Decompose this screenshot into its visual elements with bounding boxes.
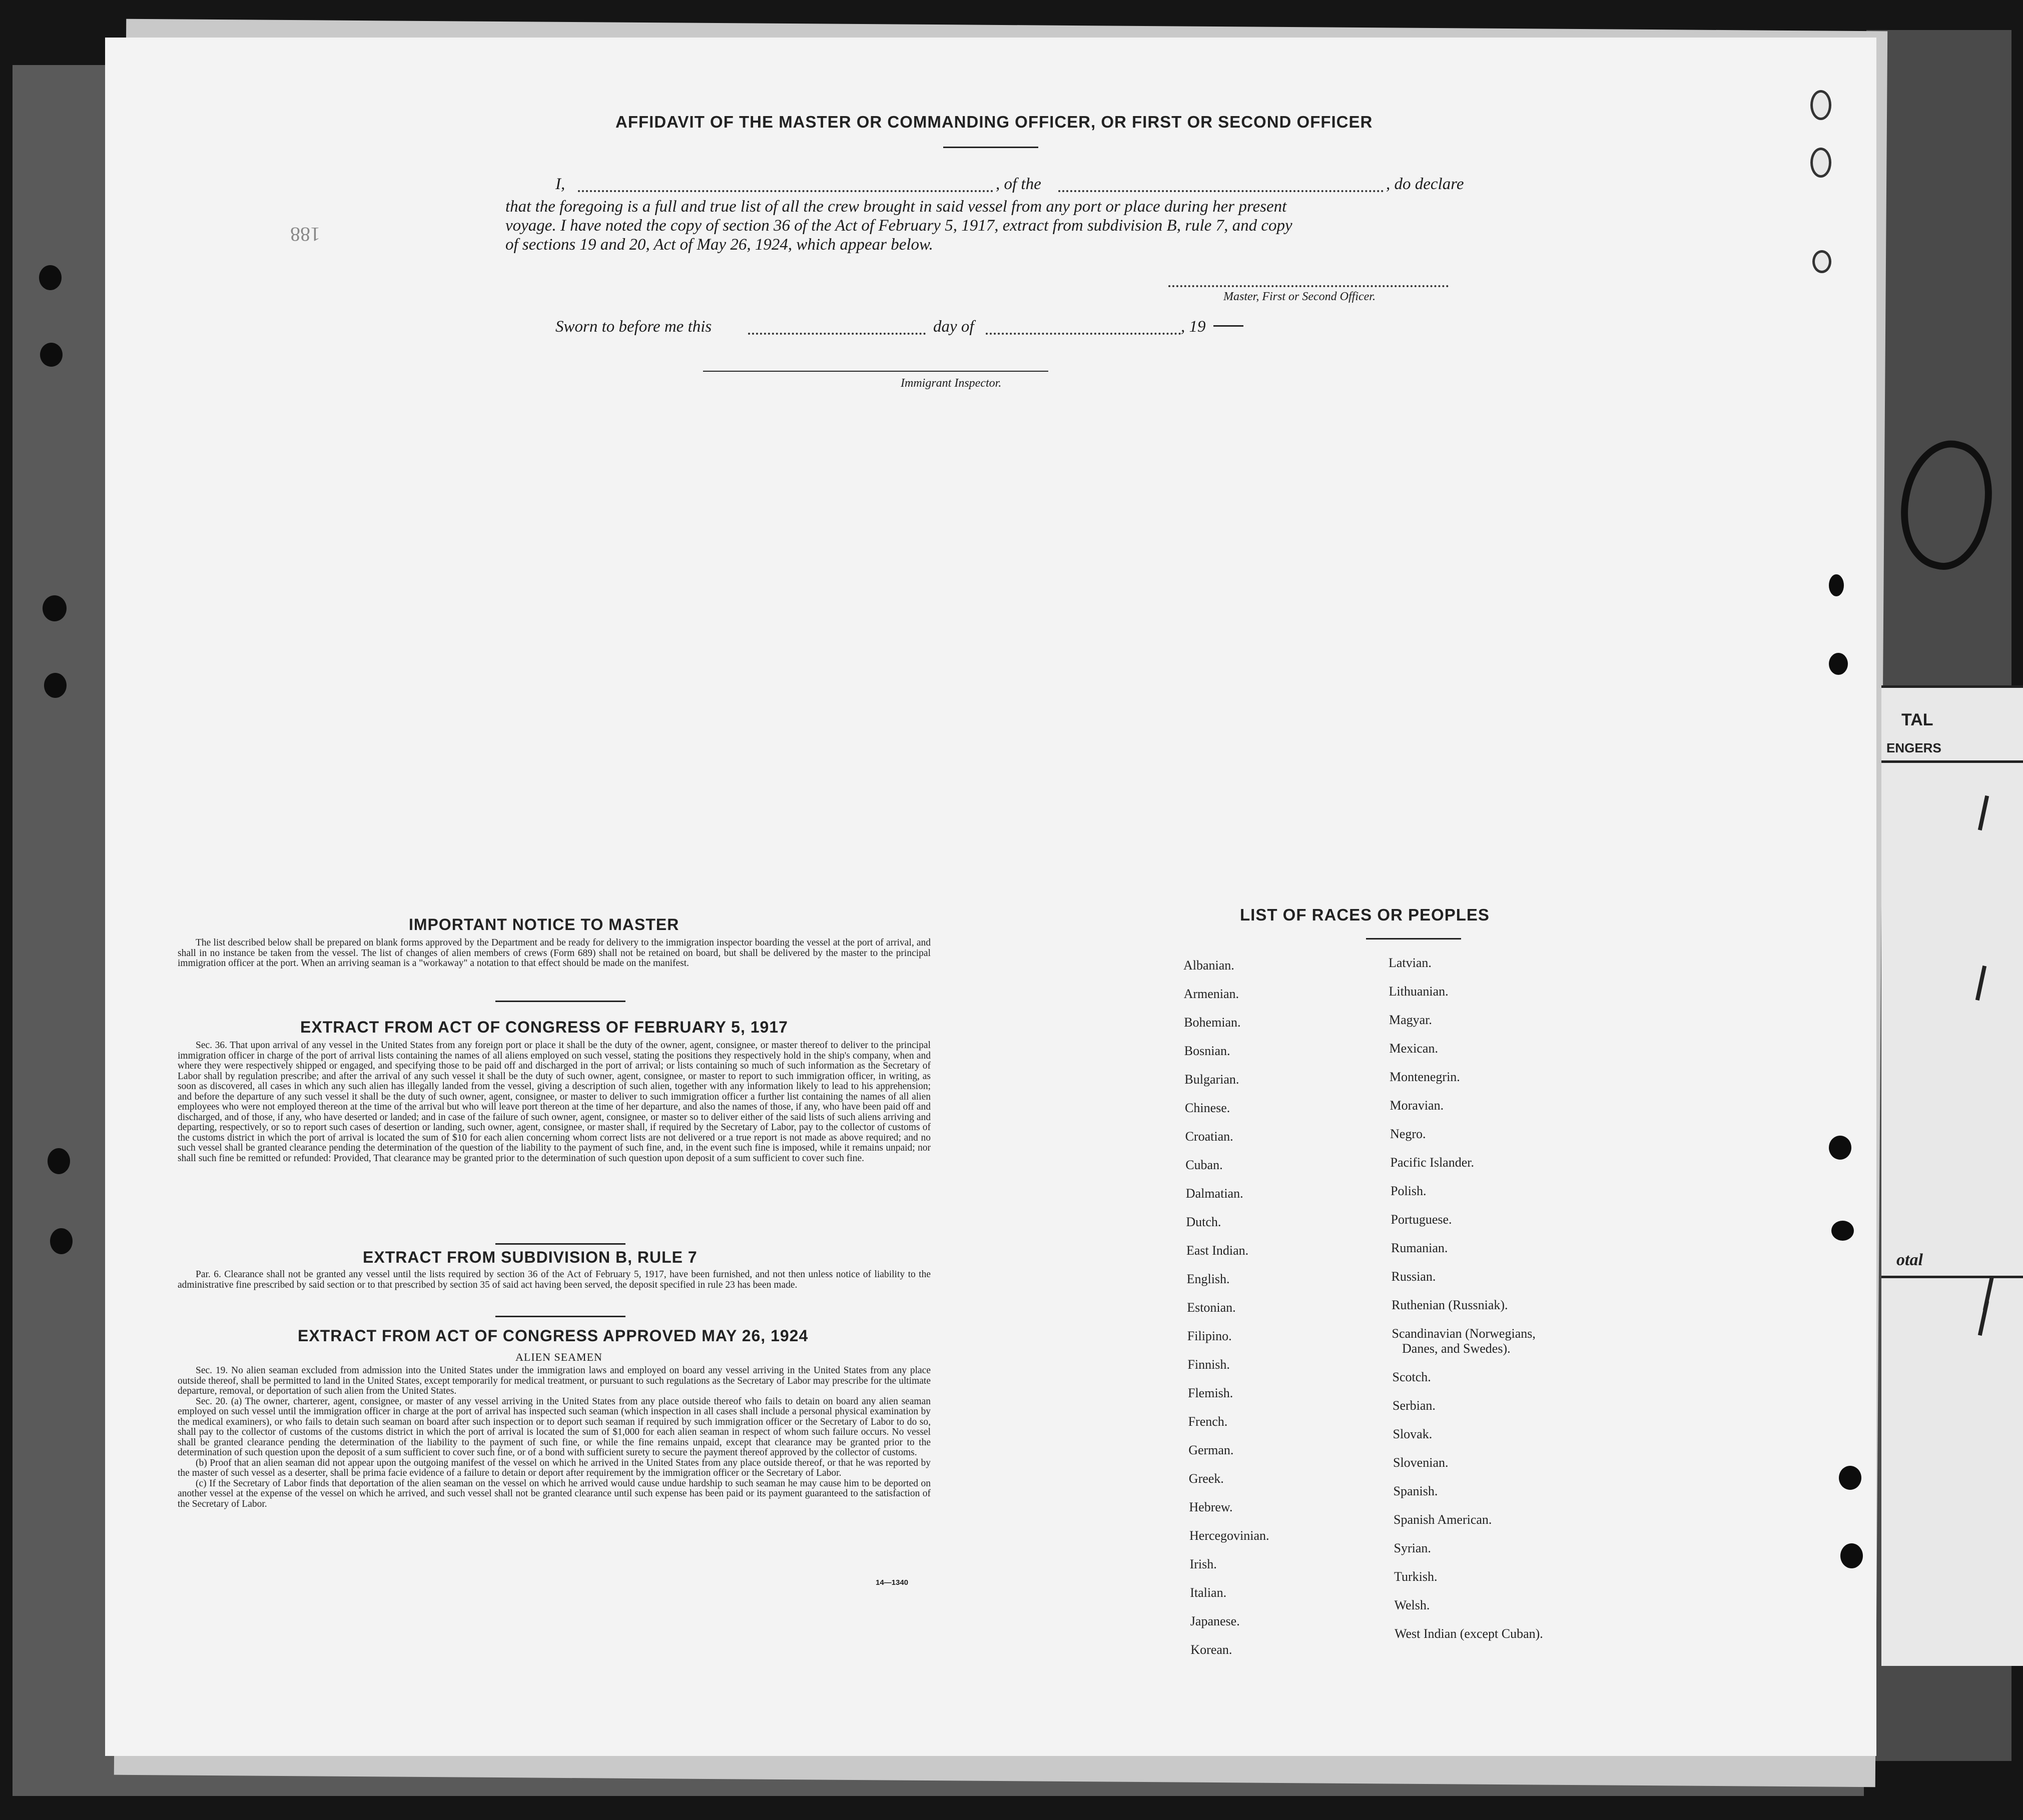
reversed-stamp-number: 188 (290, 223, 320, 246)
race-item: German. (1188, 1443, 1234, 1457)
race-item: Estonian. (1187, 1300, 1236, 1315)
affidavit-line-2: that the foregoing is a full and true list of all the crew brought in said vessel from any port or place during her present (505, 198, 1287, 216)
section-20a-text: Sec. 20. (a) The owner, charterer, agent, consignee, or master of any vessel arriving in the United States from any place outside thereof who fails to detain on board any alien seaman employed on such vessel until the immigration officer in charge at the port of arrival has inspected such seaman (which inspection in all cases shall include a personal physical examination by the medical examiners), or who fails to detain such seaman on board after such inspection or to deport such seaman if required by such immigration officer or the Secretary of Labor to do so, shall pay to the collector of customs of the customs district in which the port of arrival is located the sum of $1,000 for each alien seaman in respect of whom such failure occurs. No vessel shall be granted clearance pending the determination of the liability to the payment of such fine, or while the fine remains unpaid, except that clearance may be granted prior to the determination of such question upon the deposit of a sum sufficient to cover such fine, or of a bond with sufficient surety to secure the payment thereof approved by the collector of customs. (178, 1396, 931, 1458)
punch-hole (1831, 1221, 1854, 1241)
underlying-tally-column (1881, 685, 2023, 1666)
year-blank (1213, 325, 1243, 327)
race-item: Greek. (1188, 1471, 1224, 1486)
extract-1917-body (178, 1041, 931, 1164)
punch-hole (1829, 574, 1844, 596)
section-36-text: Sec. 36. That upon arrival of any vessel in the United States from any foreign port or place it shall be the duty of the owner, agent, consignee, or master thereof to deliver to the principal immigration officer in charge of the port of arrival lists containing the names of all aliens employed on such vessel, stating the positions they respectively hold in the ship's company, when and where they were respectively shipped or engaged, and specifying those to be paid off and discharged in the port of arrival; or lists containing so much of such information as the Secretary of Labor shall by regulation prescribe; and after the arrival of any such vessel it shall be the duty of such owner, agent, consignee, or master to report to such immigration officer, in writing, as soon as discovered, all cases in which any such alien has illegally landed from the vessel, giving a description of such alien, together with any information likely to lead to his apprehension; and before the departure of any such vessel it shall be the duty of such owner, agent, consignee, or master to deliver to such immigration officer a further list containing the names of all alien employees who were not employed thereon at the time of the arrival but who will leave port thereon at the time of her departure, and also the names of those, if any, who have been paid off and discharged, and of those, if any, who have deserted or landed; and in case of the failure of such owner, agent, consignee, or master so to deliver either of the said lists of such aliens arriving and departing, respectively, or so to report such cases of desertion or landing, such owner, agent, consignee, or master shall, if required by the Secretary of Labor, pay to the collector of customs of the customs district in which the port of arrival is located the sum of $10 for each alien concerning whom correct lists are not delivered or a true report is not made as above required; and no such vessel shall be granted clearance pending the determination of the question of the liability to the payment of such fine, and, in the event such fine is imposed, while it remains unpaid; nor shall such fine be remitted or refunded: Provided, That clearance may be granted prior to the determination of such question upon deposit of a sum sufficient to cover such fine. (178, 1040, 931, 1164)
divider (495, 1001, 625, 1002)
notice-body (178, 938, 931, 969)
race-item: Serbian. (1393, 1398, 1436, 1413)
notice-title: IMPORTANT NOTICE TO MASTER (409, 916, 680, 934)
subdivision-b-body (178, 1270, 931, 1290)
race-item: Pacific Islander. (1390, 1155, 1474, 1170)
alien-seamen-subtitle: ALIEN SEAMEN (515, 1351, 602, 1363)
race-item: Hercegovinian. (1189, 1528, 1269, 1543)
race-item: Croatian. (1185, 1129, 1233, 1144)
affidavit-title: AFFIDAVIT OF THE MASTER OR COMMANDING OFFICER, OR FIRST OR SECOND OFFICER (615, 113, 1373, 131)
race-item: Syrian. (1394, 1541, 1431, 1555)
affidavit-i-label: I, (555, 175, 565, 193)
punch-hole (50, 1228, 73, 1254)
affidavit-do-declare: , do declare (1386, 175, 1464, 193)
race-item: Spanish. (1393, 1484, 1438, 1498)
sworn-label: Sworn to before me this (555, 318, 712, 336)
punch-hole (1810, 90, 1831, 120)
race-item: Ruthenian (Russniak). (1392, 1298, 1508, 1312)
race-item: Lithuanian. (1389, 984, 1449, 999)
race-item: Korean. (1190, 1642, 1232, 1657)
extract-1924-title: EXTRACT FROM ACT OF CONGRESS APPROVED MAY 26, 1924 (298, 1327, 809, 1345)
year-label: , 19 (1181, 318, 1206, 336)
race-item: Slovenian. (1393, 1455, 1449, 1470)
punch-hole (1840, 1543, 1863, 1568)
tally-mark (1978, 795, 1989, 830)
race-item: Japanese. (1190, 1614, 1240, 1628)
race-item: Flemish. (1188, 1386, 1233, 1400)
race-item: Montenegrin. (1390, 1070, 1460, 1084)
tab-rule (1881, 760, 2023, 763)
race-item: Slovak. (1393, 1427, 1433, 1441)
form-number: 14—1340 (876, 1578, 909, 1587)
race-item: Armenian. (1183, 987, 1239, 1001)
tab-total-label: TAL (1901, 710, 1933, 729)
race-item: Finnish. (1187, 1357, 1230, 1372)
extract-1917-title: EXTRACT FROM ACT OF CONGRESS OF FEBRUARY 5, 1917 (300, 1018, 788, 1036)
punch-hole (40, 343, 63, 367)
tab-rule (1881, 685, 2023, 688)
inspector-line (703, 371, 1048, 372)
inspector-caption: Immigrant Inspector. (901, 377, 1002, 390)
race-item: Italian. (1190, 1585, 1227, 1600)
signature-caption: Master, First or Second Officer. (1223, 290, 1376, 303)
race-item: Dalmatian. (1185, 1186, 1243, 1201)
form-page (105, 38, 1876, 1756)
divider (943, 147, 1038, 148)
signature-blank (1168, 285, 1449, 287)
race-item: Irish. (1189, 1557, 1217, 1571)
race-item: Albanian. (1183, 958, 1234, 973)
punch-hole (1839, 1466, 1861, 1490)
subdivision-b-title: EXTRACT FROM SUBDIVISION B, RULE 7 (363, 1248, 698, 1266)
race-item: English. (1186, 1272, 1230, 1286)
notice-text: The list described below shall be prepared on blank forms approved by the Department and be ready for delivery to the immigration inspector boarding the vessel at the port of arrival, and shall in no instance be taken from the vessel. The list of changes of alien members of crews (Form 689) shall not be retained on board, but shall be delivered by the master to the principal immigration officer at the port. When an arriving seaman is a "workaway" a notation to that effect should be made on the manifest. (178, 938, 931, 969)
tab-passengers-label: ENGERS (1886, 740, 1941, 755)
punch-hole (43, 595, 67, 621)
tab-total-label-2: otal (1896, 1251, 1923, 1269)
race-item: Mexican. (1389, 1041, 1438, 1056)
par-6-text: Par. 6. Clearance shall not be granted any vessel until the lists required by section 36 of the Act of February 5, 1917, have been furnished, and not then unless notice of liability to the administrative fine prescribed by said section or to that prescribed by section 35 of said act having been served, the deposit specified in rule 23 has been made. (178, 1269, 931, 1290)
punch-hole (1829, 1136, 1851, 1160)
race-item: Cuban. (1185, 1158, 1223, 1172)
tally-mark (1978, 1301, 1989, 1336)
affidavit-line-4: of sections 19 and 20, Act of May 26, 1924, which appear below. (505, 236, 933, 254)
race-item: Turkish. (1394, 1569, 1438, 1584)
race-item: Russian. (1391, 1269, 1436, 1284)
punch-hole (1810, 148, 1831, 178)
race-item: Negro. (1390, 1127, 1426, 1141)
race-item: Magyar. (1389, 1013, 1432, 1027)
race-item: Filipino. (1187, 1329, 1232, 1343)
section-19-text: Sec. 19. No alien seaman excluded from admission into the United States under the immigration laws and employed on board any vessel arriving in the United States from any place outside thereof, shall be permitted to land in the United States, except temporarily for medical treatment, or pursuant to such regulations as the Secretary of Labor may prescribe for the ultimate departure, removal, or deportation of such alien from the United States. (178, 1365, 931, 1396)
race-item: West Indian (except Cuban). (1395, 1626, 1543, 1641)
race-item: Scotch. (1392, 1370, 1431, 1384)
race-item: French. (1188, 1414, 1228, 1429)
races-title: LIST OF RACES OR PEOPLES (1240, 905, 1490, 924)
tab-rule (1881, 1276, 2023, 1278)
race-item: Welsh. (1394, 1598, 1430, 1612)
race-item: Dutch. (1186, 1215, 1221, 1229)
day-blank (748, 333, 926, 335)
race-item: Rumanian. (1391, 1241, 1448, 1255)
section-20c-text: (c) If the Secretary of Labor finds that deportation of the alien seaman on the vessel on which he arrived would cause undue hardship to such seaman he may cause him to be deported on another vessel at the expense of the vessel on which he arrived, and such vessel shall not be granted clearance until such expense has been paid or its payment guaranteed to the satisfaction of the Secretary of Labor. (178, 1478, 931, 1509)
race-item: Latvian. (1389, 956, 1432, 970)
race-item: Scandinavian (Norwegians, (1392, 1326, 1536, 1341)
punch-hole (44, 673, 67, 698)
race-item: Bosnian. (1184, 1044, 1230, 1058)
divider (1366, 938, 1461, 940)
affidavit-line-3: voyage. I have noted the copy of section 36 of the Act of February 5, 1917, extract from subdivision B, rule 7, and copy (505, 217, 1292, 235)
name-blank (578, 190, 993, 192)
divider (495, 1316, 625, 1317)
section-20b-text: (b) Proof that an alien seaman did not appear upon the outgoing manifest of the vessel on which he arrived in the United States from any place outside thereof, or that he was reported by the master of such vessel as a deserter, shall be prima facie evidence of a failure to detain or deport after requirement by the immigration officer or the Secretary of Labor. (178, 1457, 931, 1478)
race-item: Bulgarian. (1184, 1072, 1239, 1087)
race-item: Hebrew. (1189, 1500, 1233, 1514)
race-item: Portuguese. (1391, 1212, 1452, 1227)
extract-1924-body (178, 1366, 931, 1509)
race-item: Polish. (1391, 1184, 1427, 1198)
tally-mark (1975, 966, 1986, 1001)
punch-hole (1829, 653, 1848, 675)
race-item: Bohemian. (1184, 1015, 1241, 1030)
month-blank (986, 333, 1181, 335)
punch-hole (48, 1148, 70, 1174)
day-of-label: day of (933, 318, 974, 336)
divider (495, 1243, 625, 1245)
race-item: Danes, and Swedes). (1402, 1341, 1511, 1356)
punch-hole (1812, 250, 1831, 273)
race-item: East Indian. (1186, 1243, 1249, 1258)
vessel-blank (1058, 190, 1384, 192)
punch-hole (39, 265, 62, 290)
race-item: Chinese. (1185, 1101, 1230, 1115)
affidavit-of-the-label: , of the (996, 175, 1041, 193)
race-item: Spanish American. (1394, 1512, 1492, 1527)
race-item: Moravian. (1390, 1098, 1444, 1113)
